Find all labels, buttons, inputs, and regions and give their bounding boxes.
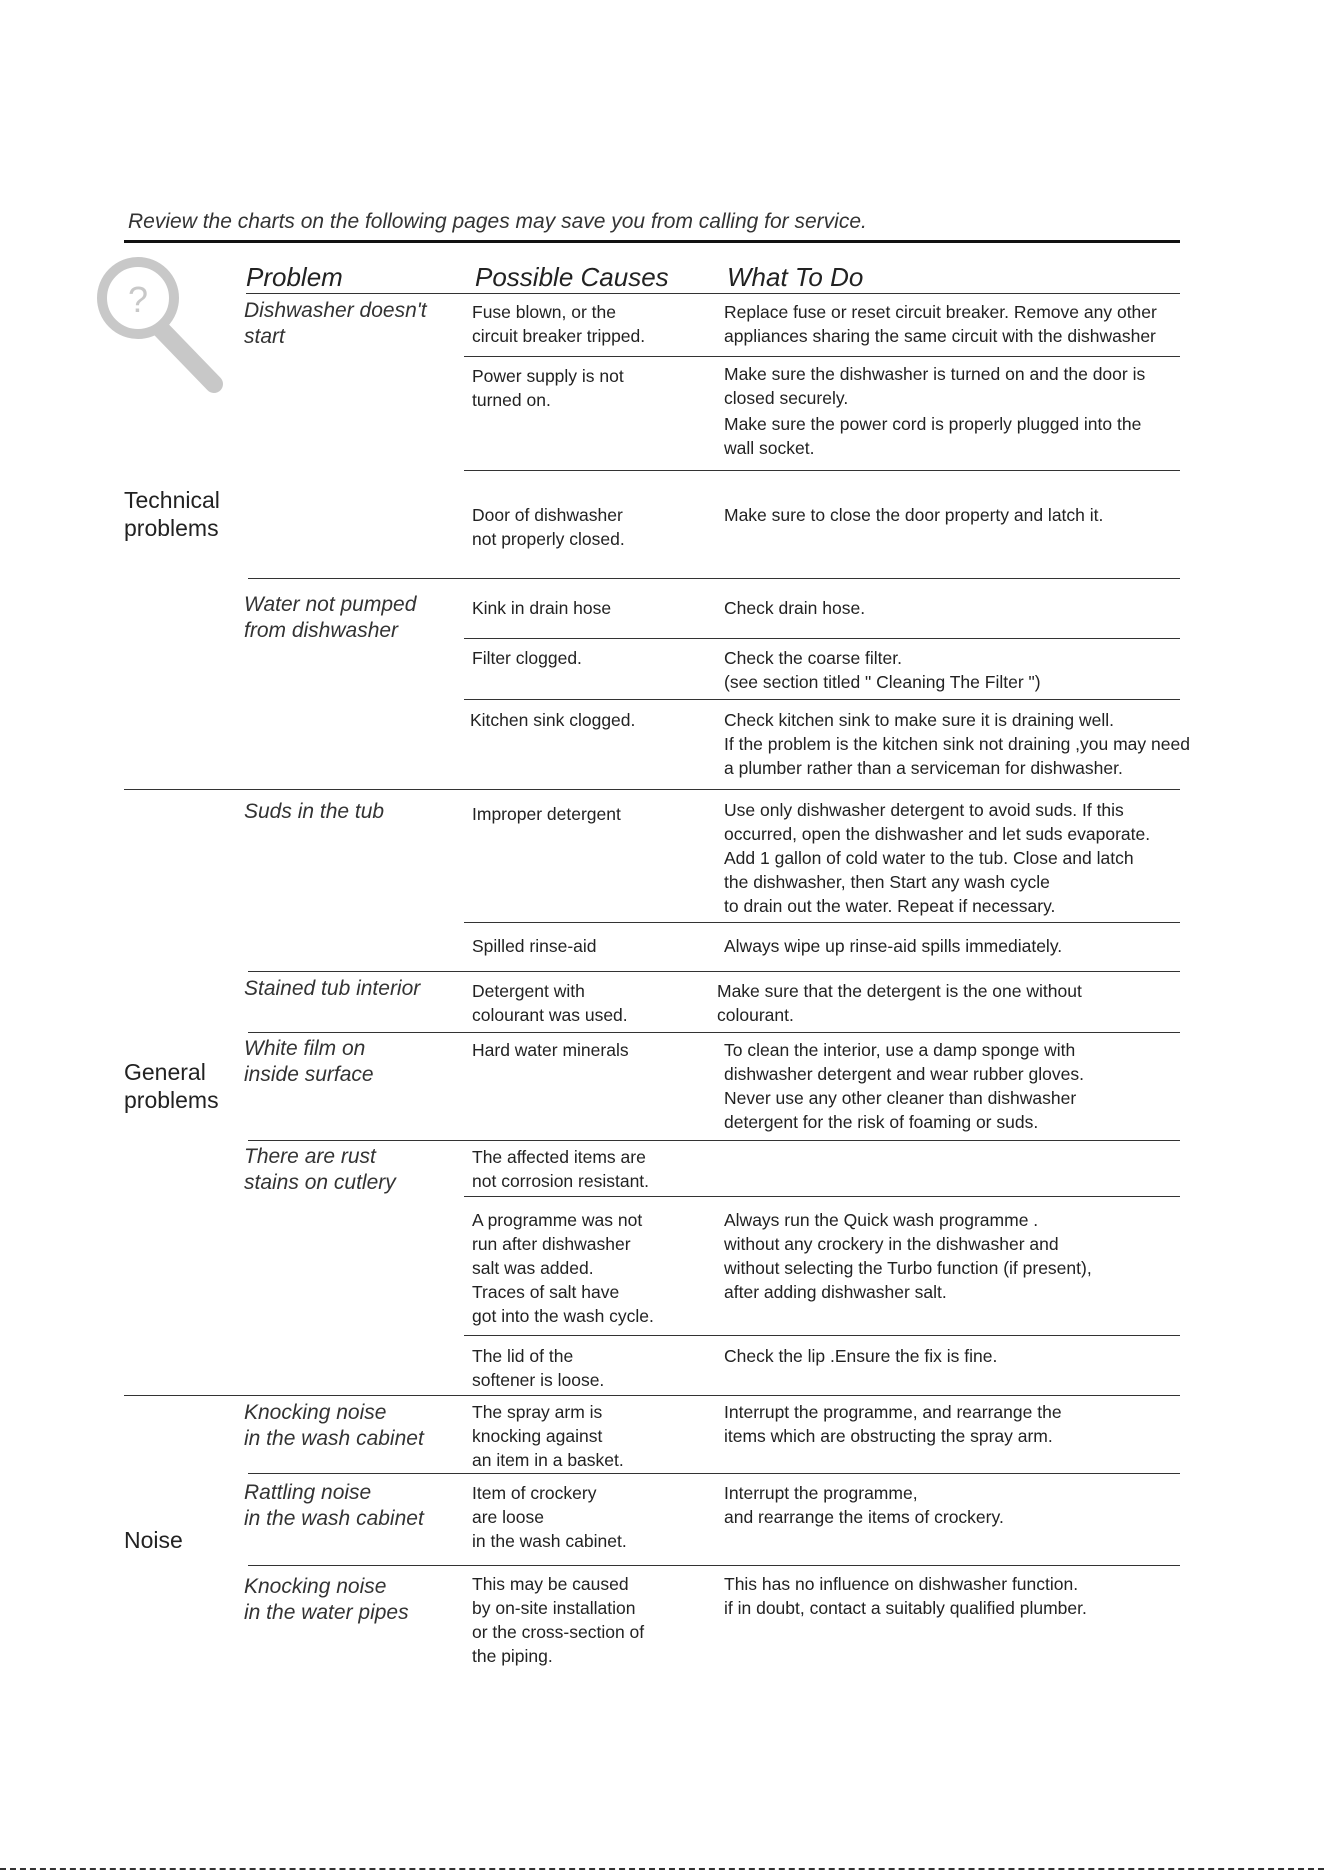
cause-filter-clogged: Filter clogged. [472, 648, 582, 668]
todo-check-drain-hose: Check drain hose. [724, 598, 866, 618]
cause-softener-lid-loose: The lid of the softener is loose. [472, 1346, 605, 1390]
problem-white-film: White film on inside surface [244, 1037, 374, 1086]
problem-dishwasher-doesnt-start: Dishwasher doesn't start [244, 299, 427, 348]
section-rule [124, 1395, 1180, 1396]
row-rule [248, 971, 1180, 972]
magnifier-question-icon [92, 254, 228, 400]
problem-knocking-noise-cabinet: Knocking noise in the wash cabinet [244, 1401, 424, 1450]
cause-not-corrosion-resistant: The affected items are not corrosion resistant. [472, 1147, 650, 1191]
row-rule [248, 578, 1180, 579]
category-technical: Technical problems [124, 487, 220, 541]
cause-kink-drain-hose: Kink in drain hose [472, 598, 612, 618]
todo-no-influence: This has no influence on dishwasher function. if in doubt, contact a suitably qualified plumber. [724, 1574, 1087, 1618]
row-rule [248, 1032, 1180, 1033]
problem-rust-stains: There are rust stains on cutlery [244, 1145, 396, 1194]
row-rule [464, 470, 1180, 471]
todo-close-door: Make sure to close the door property and latch it. [724, 505, 1104, 525]
row-rule [464, 1335, 1180, 1336]
cause-crockery-loose: Item of crockery are loose in the wash cabinet. [472, 1483, 627, 1551]
row-rule [464, 356, 1180, 357]
section-rule [124, 789, 1180, 790]
header-possible-causes: Possible Causes [475, 262, 669, 292]
todo-rearrange-spray-arm: Interrupt the programme, and rearrange the items which are obstructing the spray arm. [724, 1402, 1062, 1446]
row-rule [464, 699, 1180, 700]
header-what-to-do: What To Do [727, 262, 864, 292]
row-rule [248, 1565, 1180, 1566]
header-problem: Problem [246, 262, 343, 292]
category-noise: Noise [124, 1527, 183, 1553]
row-rule [464, 638, 1180, 639]
todo-power-cord: Make sure the power cord is properly plugged into the wall socket. [724, 414, 1142, 458]
todo-check-kitchen-sink: Check kitchen sink to make sure it is draining well. If the problem is the kitchen sink not draining ,you may need a plumber rather than a serviceman for dishwasher. [724, 710, 1190, 778]
todo-wipe-rinse-aid: Always wipe up rinse-aid spills immediately. [724, 936, 1063, 956]
todo-replace-fuse: Replace fuse or reset circuit breaker. Remove any other appliances sharing the same circuit with the dishwasher [724, 302, 1157, 346]
cause-kitchen-sink-clogged: Kitchen sink clogged. [470, 710, 636, 730]
todo-clean-interior: To clean the interior, use a damp sponge with dishwasher detergent and wear rubber gloves. Never use any other cleaner than dishwasher detergent for the risk of foaming or suds. [724, 1040, 1084, 1132]
svg-text:?: ? [127, 279, 149, 320]
row-rule [464, 922, 1180, 923]
row-rule [248, 1473, 1180, 1474]
todo-rearrange-crockery: Interrupt the programme, and rearrange the items of crockery. [724, 1483, 1004, 1527]
cause-power-supply: Power supply is not turned on. [472, 366, 624, 410]
cause-door-not-closed: Door of dishwasher not properly closed. [472, 505, 625, 549]
cause-detergent-colourant: Detergent with colourant was used. [472, 981, 628, 1025]
todo-check-filter: Check the coarse filter. (see section titled " Cleaning The Filter ") [724, 648, 1041, 692]
problem-suds-in-tub: Suds in the tub [244, 800, 385, 823]
intro-text: Review the charts on the following pages may save you from calling for service. [128, 210, 867, 233]
header-rule [246, 293, 1180, 294]
todo-dishwasher-turned-on: Make sure the dishwasher is turned on and the door is closed securely. [724, 364, 1146, 408]
cause-improper-detergent: Improper detergent [472, 804, 621, 824]
cause-fuse-blown: Fuse blown, or the circuit breaker tripped. [472, 302, 646, 346]
cause-spilled-rinse-aid: Spilled rinse-aid [472, 936, 597, 956]
cause-hard-water: Hard water minerals [472, 1040, 629, 1060]
cause-on-site-installation: This may be caused by on-site installation or the cross-section of the piping. [472, 1574, 645, 1666]
todo-detergent-without-colourant: Make sure that the detergent is the one without colourant. [717, 981, 1082, 1025]
cause-spray-arm-knocking: The spray arm is knocking against an item in a basket. [472, 1402, 624, 1470]
intro-rule [124, 240, 1180, 243]
page-bottom-rule [0, 1868, 1324, 1870]
row-rule [248, 1140, 1180, 1141]
problem-water-not-pumped: Water not pumped from dishwasher [244, 593, 417, 642]
category-general: General problems [124, 1059, 219, 1113]
problem-knocking-noise-pipes: Knocking noise in the water pipes [244, 1575, 409, 1624]
row-rule [464, 1196, 1180, 1197]
problem-stained-tub-interior: Stained tub interior [244, 977, 421, 1000]
todo-use-detergent: Use only dishwasher detergent to avoid suds. If this occurred, open the dishwasher and let suds evaporate. Add 1 gallon of cold water to the tub. Close and latch the dishwasher, then Start any wash cycle to drain out the water. Repeat if necessary. [724, 800, 1151, 916]
todo-check-lip: Check the lip .Ensure the fix is fine. [724, 1346, 998, 1366]
todo-run-quick-wash: Always run the Quick wash programme . without any crockery in the dishwasher and without selecting the Turbo function (if present), after adding dishwasher salt. [724, 1210, 1092, 1302]
cause-programme-not-run: A programme was not run after dishwasher salt was added. Traces of salt have got into the wash cycle. [472, 1210, 654, 1326]
problem-rattling-noise: Rattling noise in the wash cabinet [244, 1481, 424, 1530]
